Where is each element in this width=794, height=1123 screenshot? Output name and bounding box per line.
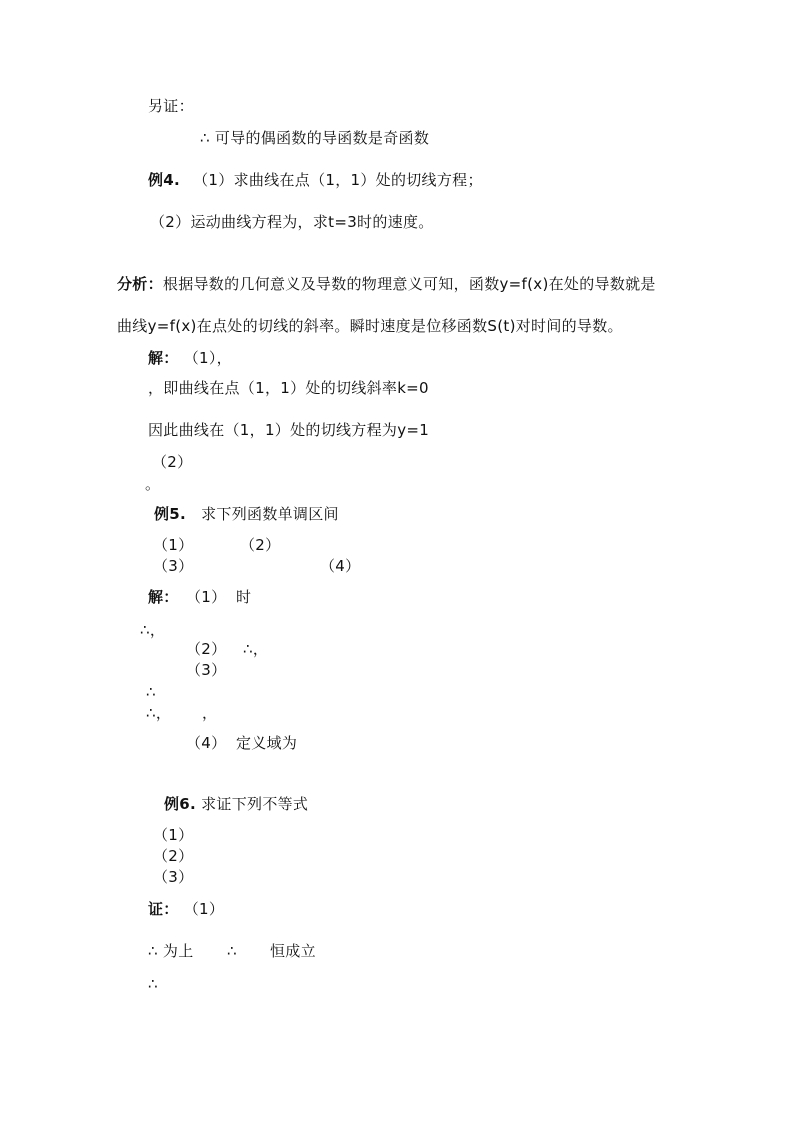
solution-5-therefore-4: ∴，: [146, 704, 172, 722]
example-4-part1: （1）求曲线在点（1，1）处的切线方程；: [193, 171, 483, 189]
example-6-item-3: [153, 867, 193, 887]
example-6-item-1: [153, 825, 193, 845]
solution-4-line-2: [148, 378, 429, 398]
example-5-text: 求下列函数单调区间: [201, 505, 339, 523]
proof-6-line-1: [148, 899, 224, 919]
example-5-heading: [154, 504, 339, 524]
example-4-label: 例4.: [148, 171, 181, 189]
solution-4-period: 。: [145, 475, 161, 493]
solution-5-line-1: [0, 587, 794, 607]
proof-6-holds: 恒成立: [270, 942, 316, 960]
solution-5-line-2: [140, 620, 165, 640]
line-alt-proof: [148, 96, 194, 116]
example-6-heading: [164, 794, 308, 814]
solution-5-comma: ，: [202, 704, 218, 722]
solution-5-part3: （3）: [186, 661, 227, 679]
solution-4-line-1: [148, 348, 232, 368]
example-6-label: 例6.: [164, 795, 197, 813]
proof-6-therefore-3: ∴: [148, 975, 158, 993]
proof-6-line-3: [148, 974, 158, 994]
solution-5-line-6: [0, 703, 794, 723]
solution-4-part2-label: （2）: [152, 453, 193, 471]
analysis-line-1: [117, 274, 656, 294]
solution-4-line-3: [148, 420, 429, 440]
example-5-label: 例5.: [154, 505, 187, 523]
solution-5-part4: （4）: [186, 734, 227, 752]
example-5-item-2: （2）: [240, 536, 281, 554]
solution-4-tangent: 因此曲线在（1，1）处的切线方程为y=1: [148, 421, 430, 439]
proof-6-therefore-1: ∴ 为上: [148, 942, 194, 960]
example-5-items-row-2: [0, 556, 794, 576]
example-5-item-3: （3）: [153, 557, 194, 575]
example-4-part2: [150, 212, 434, 232]
solution-5-line-4: [186, 660, 226, 680]
analysis-label: 分析：: [117, 275, 163, 293]
solution-5-part1: （1）: [186, 588, 227, 606]
example-6-item-2-label: （2）: [153, 847, 194, 865]
analysis-line-2: [117, 316, 623, 336]
example-4-heading: [148, 170, 483, 190]
solution-5-when: 时: [236, 588, 252, 606]
example-6-item-1-label: （1）: [153, 826, 194, 844]
proof-label: 证：: [148, 900, 179, 918]
solution-4-end: [145, 474, 160, 494]
example-6-item-2: [153, 846, 193, 866]
analysis-text-2: 曲线y=f(x)在点处的切线的斜率。瞬时速度是位移函数S(t)对时间的导数。: [117, 317, 623, 335]
solution-5-part2: （2）: [186, 640, 227, 658]
proof-6-therefore-2: ∴: [227, 942, 237, 960]
solution-label: 解：: [148, 349, 179, 367]
proof-6-part1: （1）: [183, 900, 225, 918]
solution-5-therefore-1: ∴，: [140, 621, 166, 639]
example-6-text: 求证下列不等式: [201, 795, 309, 813]
alt-proof-label: 另证：: [148, 97, 194, 115]
example-6-item-3-label: （3）: [153, 868, 194, 886]
example-5-items-row-1: [0, 535, 794, 555]
solution-4-slope: ，即曲线在点（1，1）处的切线斜率k=0: [148, 379, 429, 397]
solution-5-line-5: [146, 682, 156, 702]
solution-5-domain: 定义域为: [236, 734, 298, 752]
solution-5-line-3: [0, 639, 794, 659]
example-4-part2-text: （2）运动曲线方程为，求t=3时的速度。: [150, 213, 434, 231]
solution-5-therefore-2: ∴，: [243, 640, 269, 658]
example-5-item-1: （1）: [153, 536, 194, 554]
solution-5-therefore-3: ∴: [146, 683, 156, 701]
solution-4-part1: （1），: [183, 349, 232, 367]
example-5-item-4: （4）: [320, 557, 361, 575]
solution-5-line-7: [0, 733, 794, 753]
proof-6-line-2: [0, 941, 794, 961]
line-conclusion: [200, 128, 429, 148]
solution-4-part2: [152, 452, 192, 472]
solution-5-label: 解：: [148, 588, 179, 606]
analysis-text-1: 根据导数的几何意义及导数的物理意义可知，函数y=f(x)在处的导数就是: [162, 275, 656, 293]
conclusion-text: ∴ 可导的偶函数的导函数是奇函数: [200, 129, 430, 147]
